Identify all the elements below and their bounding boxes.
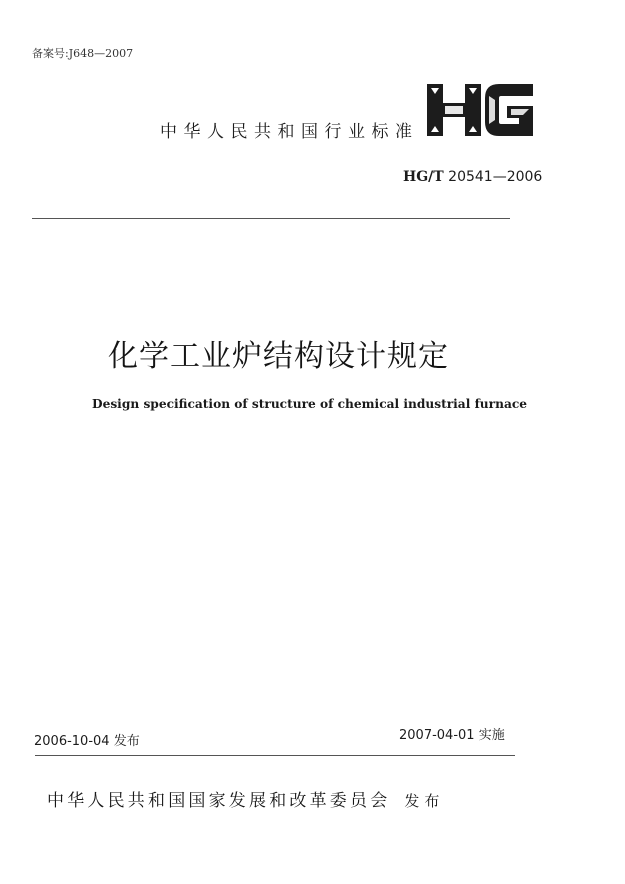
hg-logo-icon bbox=[425, 82, 535, 138]
issue-date-line bbox=[34, 730, 140, 749]
top-divider bbox=[32, 218, 510, 219]
effective-date: 2007-04-01 bbox=[399, 728, 475, 743]
title-chinese: 化学工业炉结构设计规定 bbox=[108, 339, 449, 374]
issue-label: 发布 bbox=[113, 734, 140, 749]
title-english: Design specification of structure of chemical industrial furnace bbox=[92, 397, 528, 411]
effective-date-line bbox=[399, 724, 505, 743]
publisher-name: 中华人民共和国国家发展和改革委员会 bbox=[47, 791, 391, 811]
publish-label: 发布 bbox=[404, 792, 445, 810]
standard-code bbox=[403, 169, 542, 185]
standard-category: 中华人民共和国行业标准 bbox=[160, 122, 419, 142]
publisher-line bbox=[47, 786, 444, 811]
standard-code-number: 20541—2006 bbox=[448, 169, 543, 185]
bottom-divider bbox=[35, 755, 515, 756]
standard-code-prefix: HG/T bbox=[403, 169, 444, 185]
effective-label: 实施 bbox=[478, 728, 505, 743]
issue-date: 2006-10-04 bbox=[34, 734, 110, 749]
record-number: 备案号:J648—2007 bbox=[32, 47, 134, 60]
